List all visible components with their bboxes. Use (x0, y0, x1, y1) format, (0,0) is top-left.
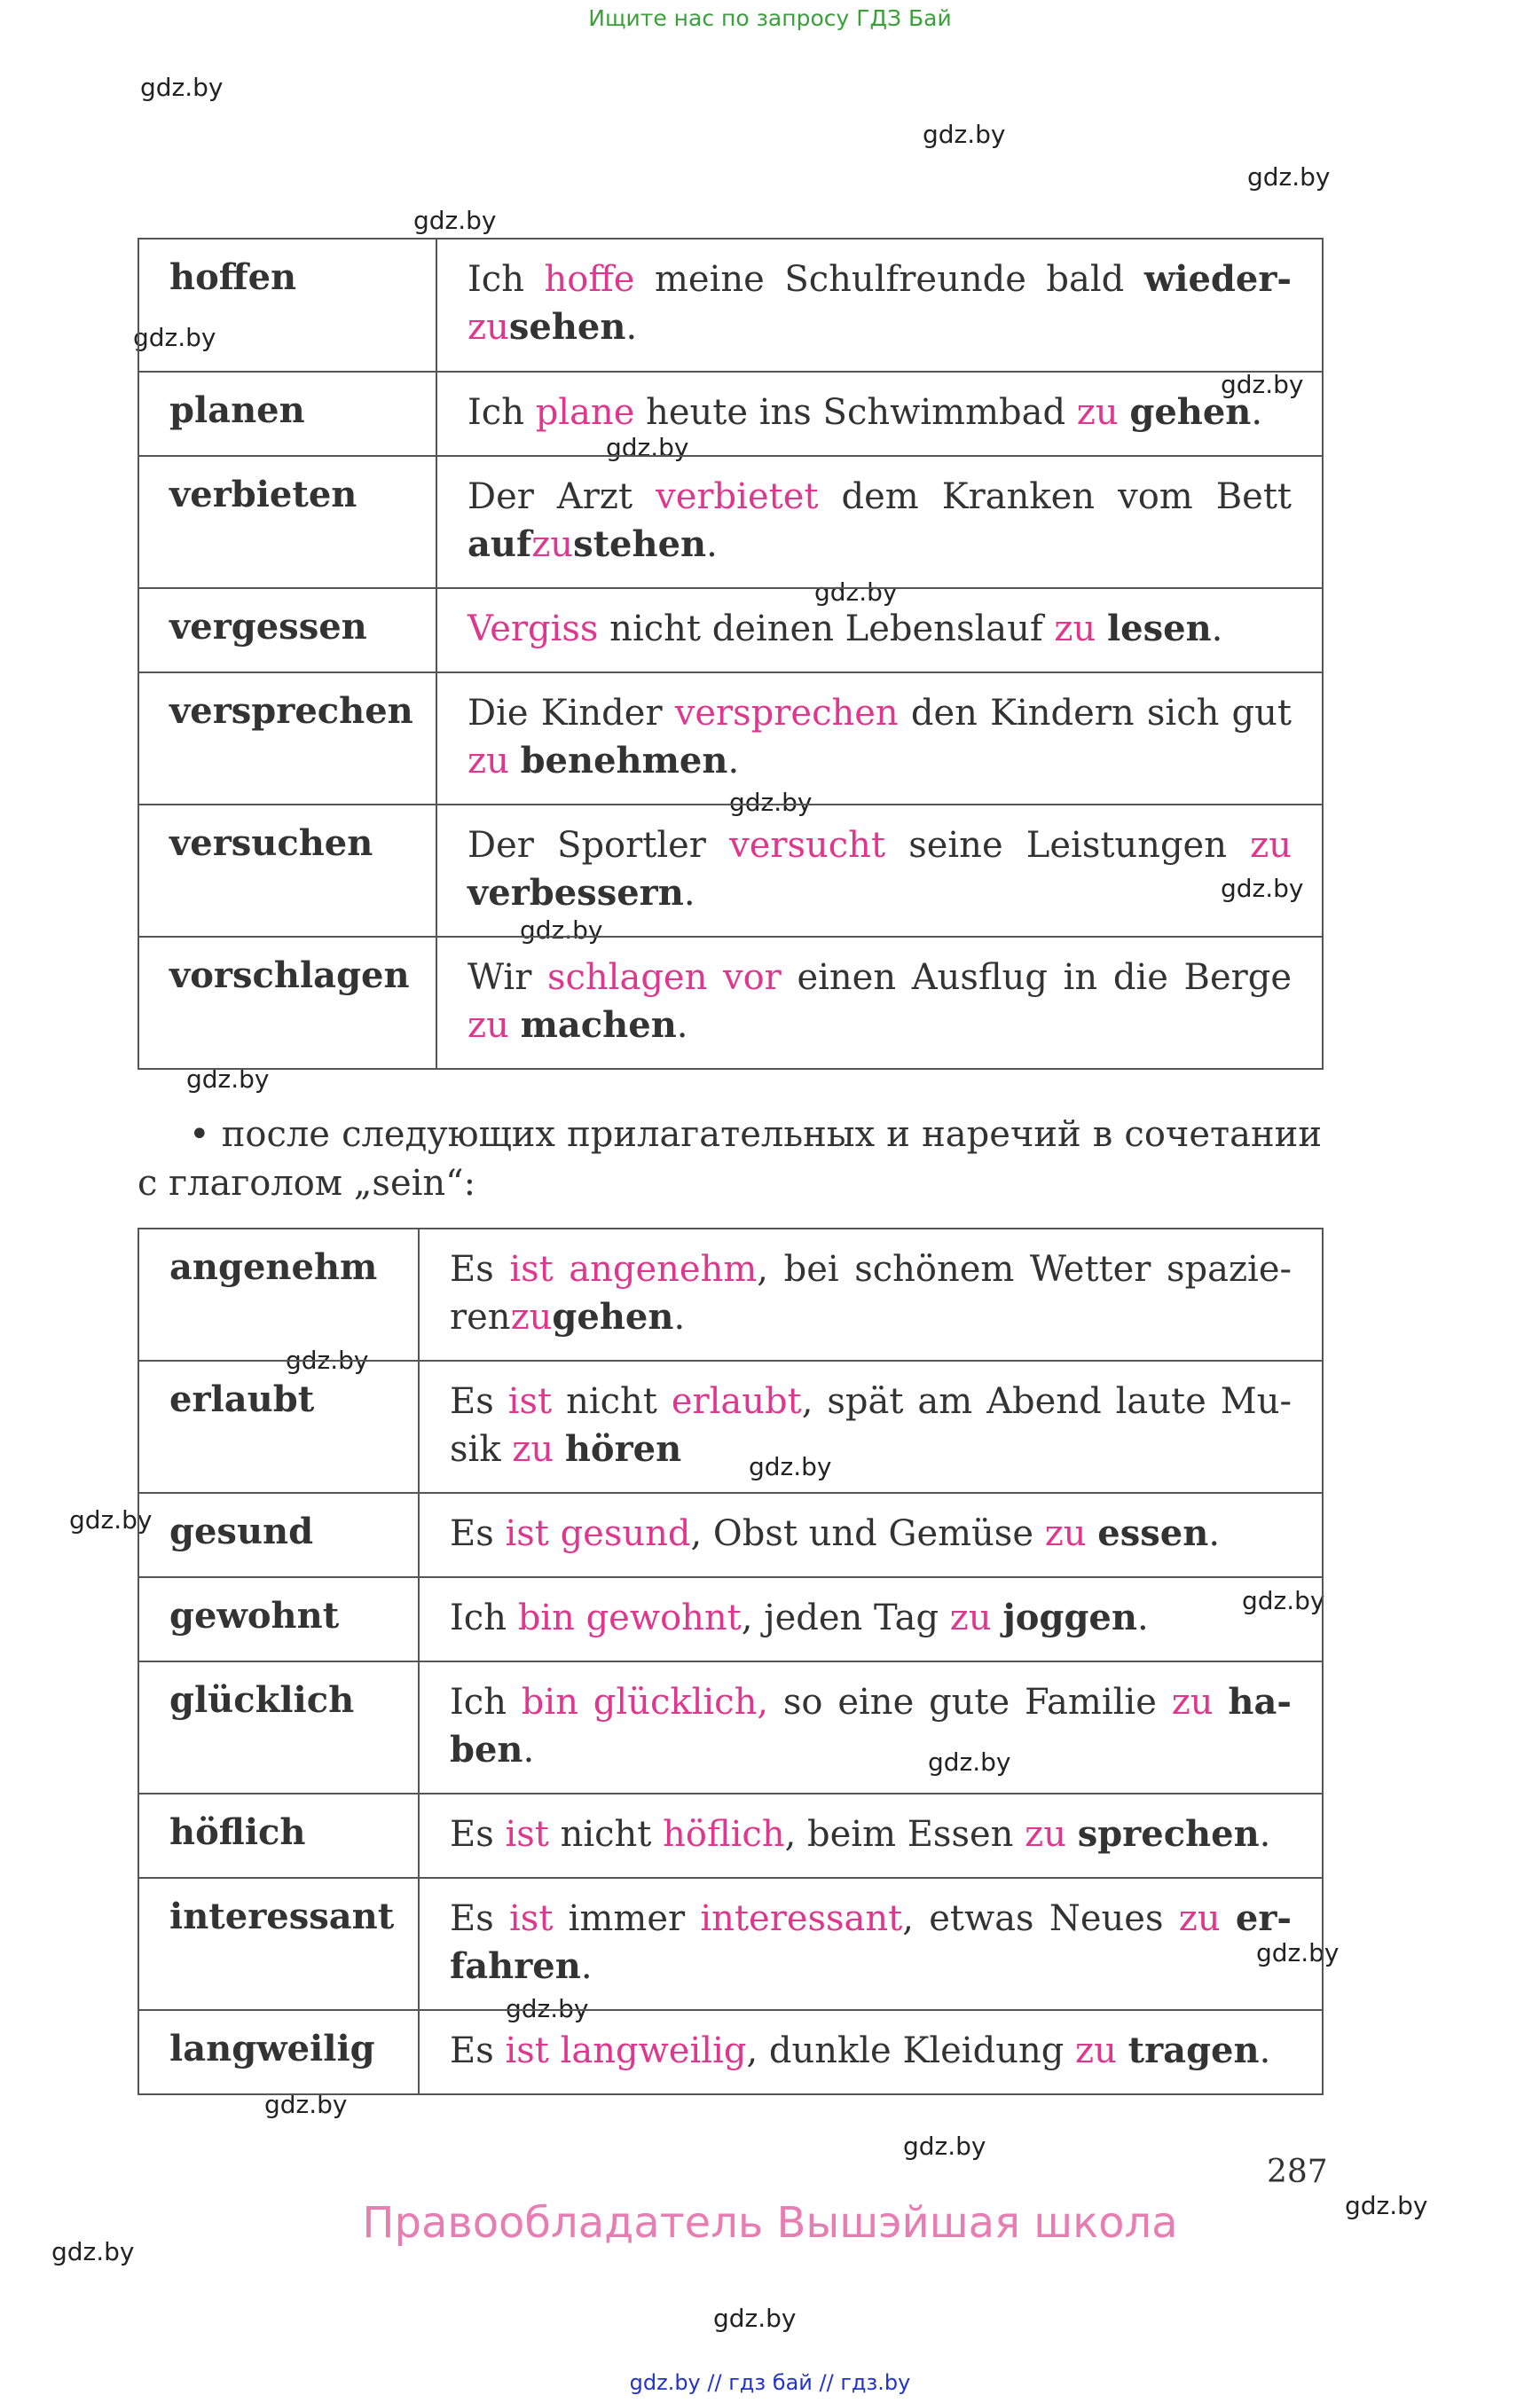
watermark: gdz.by (133, 323, 216, 352)
text-segment: . (1251, 392, 1263, 433)
text-segment: Es (450, 1513, 506, 1554)
highlighted-segment: zu (468, 1005, 509, 1046)
watermark: gdz.by (506, 1994, 589, 2023)
table-row (138, 1878, 1323, 2010)
text-segment: . (522, 1730, 535, 1771)
text-segment: Der Sportler (468, 825, 730, 866)
table-row (138, 937, 1323, 1069)
text-segment: . (1259, 1814, 1271, 1855)
verb-cell: vergessen (138, 588, 436, 672)
watermark: gdz.by (713, 2304, 797, 2333)
text-segment (509, 1005, 521, 1046)
table-row (138, 1661, 1323, 1794)
text-segment: . (1136, 1598, 1149, 1638)
bold-segment: ha-ben (450, 1681, 1292, 1771)
verb-cell: versprechen (138, 672, 436, 805)
table-row (138, 1361, 1323, 1493)
example-cell (419, 2010, 1323, 2094)
watermark: gdz.by (186, 1064, 270, 1094)
bullet-paragraph: • после следующих прилагательных и наречий в сочетании с глаголом „sein“: (138, 1114, 1322, 1204)
example-cell (436, 239, 1323, 372)
highlighted-segment: zu (1171, 1682, 1214, 1723)
highlighted-segment: versprechen (674, 693, 899, 734)
watermark: gdz.by (1242, 1586, 1325, 1615)
text-segment: Wir (468, 957, 547, 998)
adjective-cell: langweilig (138, 2010, 419, 2094)
watermark: gdz.by (264, 2090, 348, 2119)
highlighted-segment: zu (949, 1598, 992, 1638)
copyright-holder: Правообладатель Вышэйшая школа (362, 2198, 1178, 2248)
watermark: gdz.by (1256, 1938, 1340, 1967)
text-segment (1117, 2030, 1128, 2071)
highlighted-segment: ist (509, 1898, 554, 1939)
text-segment (1066, 1814, 1078, 1855)
text-segment: . (676, 1005, 688, 1046)
example-cell (419, 1794, 1323, 1878)
watermark: gdz.by (1221, 370, 1304, 399)
bold-segment: lesen (1106, 608, 1212, 649)
adjective-cell: interessant (138, 1878, 419, 2010)
highlighted-segment: zu (1075, 2030, 1117, 2071)
watermark: gdz.by (749, 1452, 832, 1481)
table-row (138, 1577, 1323, 1661)
highlighted-segment: zu (468, 307, 509, 348)
highlighted-segment: hoffe (544, 259, 635, 300)
bold-segment: gehen (552, 1296, 674, 1338)
text-segment: , Obst und Gemüse (690, 1513, 1045, 1554)
verb-cell: versuchen (138, 805, 436, 937)
table-row (138, 239, 1323, 372)
example-cell (436, 456, 1323, 588)
text-segment: . (580, 1946, 593, 1987)
text-segment: , beim Essen (784, 1814, 1025, 1855)
bold-segment: machen (520, 1004, 677, 1046)
text-segment: dem Kranken vom Bett (818, 476, 1292, 517)
bold-segment: er-fahren (450, 1897, 1292, 1987)
text-segment: heute ins Schwimmbad (634, 392, 1077, 433)
text-segment (554, 1429, 565, 1470)
watermark: gdz.by (903, 2132, 986, 2161)
highlighted-segment: höflich (663, 1814, 785, 1855)
table-row (138, 372, 1323, 456)
watermark: gdz.by (729, 788, 813, 817)
highlighted-segment: zu (512, 1429, 554, 1470)
watermark: gdz.by (1247, 162, 1331, 192)
table-row (138, 672, 1323, 805)
example-cell (419, 1878, 1323, 2010)
adjective-cell: gesund (138, 1493, 419, 1577)
watermark: gdz.by (140, 73, 224, 102)
text-segment: Es (450, 1249, 510, 1290)
adjective-cell: glücklich (138, 1661, 419, 1794)
highlighted-segment: schlagen vor (546, 957, 782, 998)
text-segment: immer (553, 1898, 701, 1939)
highlighted-segment: zu (510, 1297, 553, 1338)
text-segment (1096, 609, 1107, 649)
example-cell (419, 1229, 1323, 1361)
bold-segment: benehmen (520, 740, 728, 781)
watermark: gdz.by (814, 577, 898, 607)
highlighted-segment: versucht (729, 825, 886, 866)
text-segment: . (727, 741, 740, 781)
bold-segment: verbessern (468, 872, 684, 914)
bold-segment: tragen (1128, 2030, 1260, 2071)
text-segment (1087, 1513, 1098, 1554)
text-segment: nicht (548, 1814, 664, 1855)
highlighted-segment: ist (507, 1381, 553, 1422)
watermark: gdz.by (413, 206, 497, 235)
bold-segment: stehen (573, 523, 707, 565)
highlighted-segment: ist gesund (505, 1513, 691, 1554)
text-segment: nicht (552, 1381, 672, 1422)
text-segment: Es (450, 1898, 509, 1939)
table-row (138, 456, 1323, 588)
highlighted-segment: ist (505, 1814, 549, 1855)
text-segment: , bei schönem Wetter spazie-ren (450, 1249, 1292, 1338)
example-cell (436, 672, 1323, 805)
text-segment: Die Kinder (468, 693, 675, 734)
highlighted-segment: erlaubt (671, 1381, 802, 1422)
bold-segment: wieder- (1143, 258, 1292, 300)
watermark: gdz.by (606, 433, 689, 462)
highlighted-segment: zu (1250, 825, 1292, 866)
table-row (138, 1493, 1323, 1577)
text-segment: Ich (450, 1682, 522, 1723)
bold-segment: sprechen (1077, 1813, 1260, 1855)
example-cell (419, 1361, 1323, 1493)
table-row (138, 588, 1323, 672)
adjectives-table (138, 1228, 1324, 2095)
text-segment: Ich (468, 259, 545, 300)
highlighted-segment: bin glücklich, (521, 1682, 769, 1723)
highlighted-segment: zu (1044, 1513, 1087, 1554)
watermark: gdz.by (928, 1747, 1011, 1777)
text-segment: Es (450, 2030, 506, 2071)
text-segment (992, 1598, 1003, 1638)
highlighted-segment: zu (1076, 392, 1119, 433)
highlighted-segment: zu (468, 741, 509, 781)
text-segment: meine Schulfreunde bald (634, 259, 1144, 300)
highlighted-segment: verbietet (656, 476, 819, 517)
highlighted-segment: bin gewohnt (517, 1598, 742, 1638)
highlighted-segment: zu (531, 524, 574, 565)
table-row (138, 2010, 1323, 2094)
watermark: gdz.by (1345, 2191, 1428, 2220)
text-segment: . (1259, 2030, 1271, 2071)
bold-segment: sehen (508, 306, 626, 348)
highlighted-segment: interessant (700, 1898, 903, 1939)
adjective-cell: höflich (138, 1794, 419, 1878)
example-cell (419, 1661, 1323, 1794)
text-segment: Ich (450, 1598, 518, 1638)
watermark: gdz.by (69, 1505, 153, 1535)
adjective-cell: erlaubt (138, 1361, 419, 1493)
example-cell (419, 1493, 1323, 1577)
text-segment: . (683, 873, 695, 914)
text-segment: , jeden Tag (741, 1598, 950, 1638)
table-row (138, 805, 1323, 937)
text-segment: , spät am Abend laute Mu-sik (450, 1381, 1292, 1470)
example-cell (419, 1577, 1323, 1661)
verb-cell: hoffen (138, 239, 436, 372)
verb-cell: planen (138, 372, 436, 456)
text-segment: . (625, 307, 638, 348)
bold-segment: hören (564, 1428, 682, 1470)
text-segment: . (1211, 609, 1223, 649)
bold-segment: gehen (1129, 391, 1252, 433)
table-row (138, 1794, 1323, 1878)
verb-cell: vorschlagen (138, 937, 436, 1069)
highlighted-segment: plane (535, 392, 635, 433)
watermark: gdz.by (923, 120, 1006, 149)
text-segment: den Kindern sich gut (898, 693, 1292, 734)
highlighted-segment: zu (1054, 609, 1096, 649)
top-banner: Ищите нас по запросу ГДЗ Бай (588, 5, 952, 31)
text-segment (1214, 1682, 1229, 1723)
table-row (138, 1229, 1323, 1361)
example-cell (436, 588, 1323, 672)
text-segment: . (706, 524, 718, 565)
bold-segment: auf (468, 523, 532, 565)
adjective-cell: gewohnt (138, 1577, 419, 1661)
watermark: gdz.by (286, 1346, 369, 1375)
verb-cell: verbieten (138, 456, 436, 588)
example-cell (436, 805, 1323, 937)
adjective-cell: angenehm (138, 1229, 419, 1361)
footer-links: gdz.by // гдз бай // гдз.by (629, 2370, 911, 2395)
watermark: gdz.by (51, 2237, 135, 2266)
highlighted-segment: ist angenehm (509, 1249, 758, 1290)
highlighted-segment: zu (1178, 1898, 1221, 1939)
text-segment: . (673, 1297, 686, 1338)
text-segment: , etwas Neues (902, 1898, 1179, 1939)
text-segment: , dunkle Kleidung (746, 2030, 1076, 2071)
watermark: gdz.by (1221, 874, 1304, 903)
text-segment (1221, 1898, 1236, 1939)
text-segment: Es (450, 1814, 506, 1855)
text-segment: Der Arzt (468, 476, 656, 517)
text-segment (509, 741, 521, 781)
text-segment (1119, 392, 1130, 433)
bold-segment: essen (1097, 1512, 1209, 1554)
bold-segment: joggen (1002, 1597, 1137, 1638)
page-number: 287 (1267, 2154, 1328, 2190)
highlighted-segment: ist langweilig (505, 2030, 747, 2071)
text-segment: so eine gute Familie (768, 1682, 1172, 1723)
highlighted-segment: Vergiss (468, 609, 599, 649)
text-segment: Es (450, 1381, 508, 1422)
example-cell (436, 372, 1323, 456)
verbs-table (138, 238, 1324, 1070)
text-segment: seine Leistungen (885, 825, 1251, 866)
watermark: gdz.by (520, 915, 603, 945)
text-segment: . (1208, 1513, 1221, 1554)
text-segment: nicht deinen Lebenslauf (598, 609, 1055, 649)
text-segment: einen Ausflug in die Berge (781, 957, 1292, 998)
example-cell (436, 937, 1323, 1069)
text-segment: Ich (468, 392, 536, 433)
highlighted-segment: zu (1025, 1814, 1066, 1855)
